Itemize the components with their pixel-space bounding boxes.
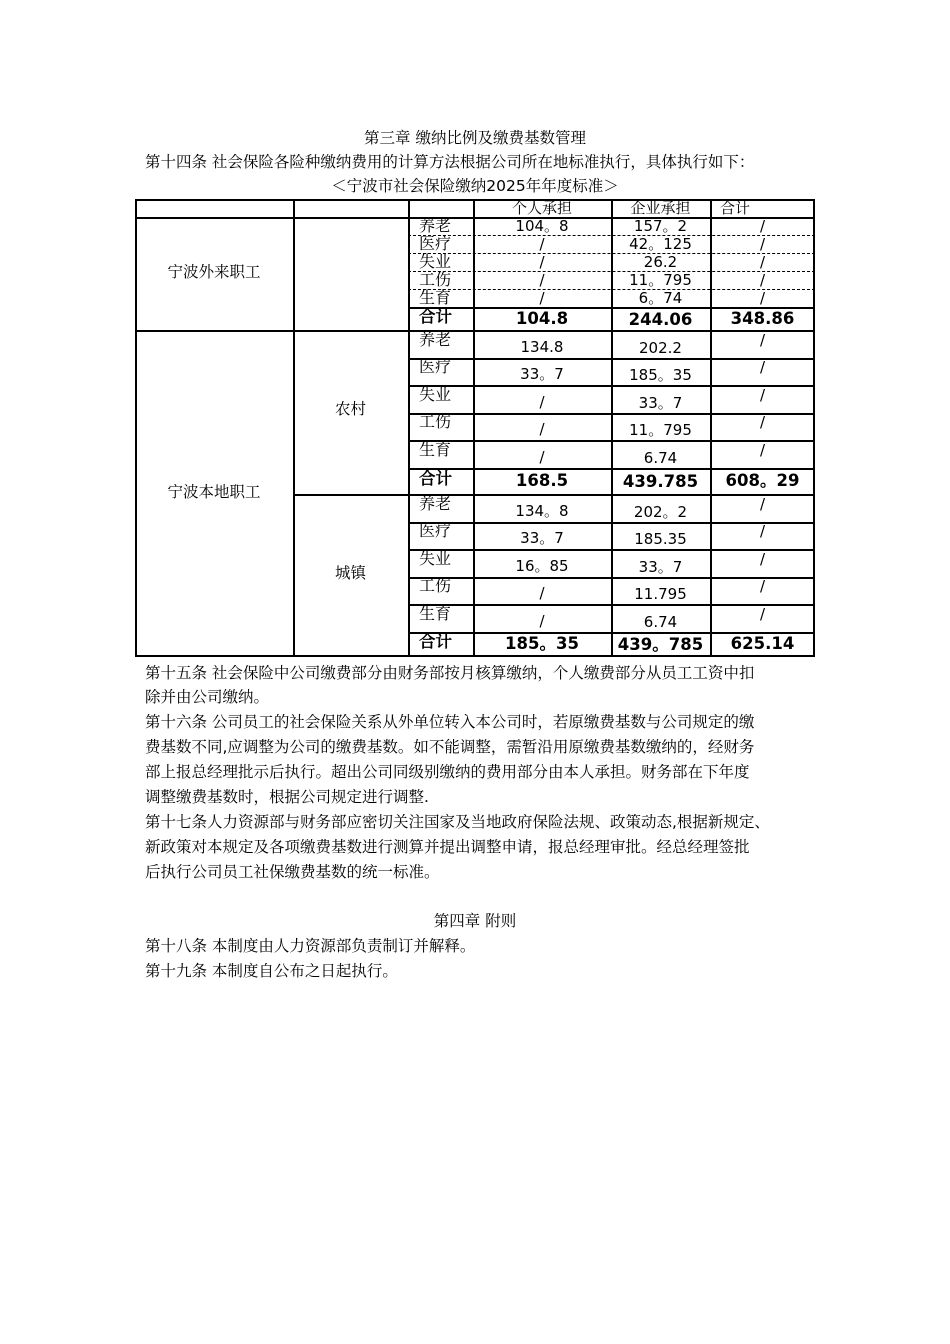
cell-company: 11.795 [634, 585, 687, 604]
sum-company: 439。785 [617, 635, 704, 655]
cell-company: 11。795 [629, 421, 692, 440]
cell-personal: / [539, 235, 545, 253]
group-label: 宁波本地职工 [167, 482, 261, 501]
subgroup-label: 城镇 [334, 563, 366, 582]
chapter-3-title: 第三章 缴纳比例及缴费基数管理 [364, 129, 586, 147]
cell-total: / [759, 271, 766, 289]
cell-total: / [759, 494, 766, 513]
table-title: ＜宁波市社会保险缴纳2025年年度标准＞ [331, 177, 619, 195]
sum-total: 608。29 [725, 470, 800, 490]
article-16-line-4: 调整缴费基数时，根据公司规定进行调整. [145, 788, 429, 806]
row-item-name: 养老 [419, 493, 452, 513]
sum-divider [408, 468, 815, 470]
cell-company: 11。795 [629, 271, 692, 289]
article-16-line-1: 第十六条 公司员工的社会保险关系从外单位转入本公司时，若原缴费基数与公司规定的缴 [145, 713, 755, 731]
cell-total: / [759, 330, 766, 349]
sum-personal: 185。35 [505, 634, 579, 654]
header-personal: 个人承担 [511, 199, 572, 217]
cell-personal: / [539, 584, 545, 603]
row-item-name: 失业 [419, 252, 452, 271]
row-item-name: 医疗 [419, 357, 452, 377]
cell-total: / [759, 413, 766, 432]
cell-personal: / [539, 420, 545, 439]
row-item-name: 工伤 [419, 412, 452, 432]
cell-company: 6。74 [638, 289, 683, 307]
cell-company: 6.74 [643, 612, 678, 631]
cell-total: / [759, 577, 766, 596]
cell-company: 157。2 [633, 217, 688, 235]
cell-total: / [759, 289, 766, 307]
cell-personal: / [539, 289, 545, 307]
article-17-line-1: 第十七条人力资源部与财务部应密切关注国家及当地政府保险法规、政策动态,根据新规定、 [145, 813, 770, 831]
cell-company: 42。125 [629, 235, 692, 253]
cell-total: / [759, 253, 766, 271]
row-item-name: 养老 [419, 329, 452, 349]
row-item-name: 工伤 [419, 270, 452, 289]
row-item-name: 医疗 [419, 521, 452, 541]
cell-company: 6.74 [643, 448, 678, 467]
cell-company: 33。7 [638, 557, 683, 576]
header-total: 合计 [720, 199, 751, 217]
article-16-line-3: 部上报总经理批示后执行。超出公司同级别缴纳的费用部分由本人承担。财务部在下年度 [145, 763, 750, 781]
sum-total: 625.14 [730, 634, 795, 654]
cell-company: 33。7 [638, 393, 683, 412]
article-17-line-3: 后执行公司员工社保缴费基数的统一标准。 [145, 863, 440, 881]
article-14: 第十四条 社会保险各险种缴纳费用的计算方法根据公司所在地标准执行，具体执行如下： [145, 153, 755, 171]
sum-personal: 104.8 [515, 308, 569, 328]
col-divider-group [293, 199, 295, 657]
group-label: 宁波外来职工 [167, 262, 261, 281]
cell-total: / [759, 440, 766, 459]
cell-personal: 16。85 [515, 556, 569, 575]
row-item-name: 养老 [419, 216, 452, 235]
cell-personal: 104。8 [515, 217, 569, 235]
cell-total: / [759, 604, 766, 623]
row-item-name: 生育 [419, 439, 452, 459]
sum-company: 244.06 [628, 309, 693, 329]
cell-company: 26.2 [643, 253, 678, 271]
col-divider-item [408, 199, 410, 657]
cell-company: 202。2 [633, 502, 688, 521]
sum-label: 合计 [419, 468, 452, 488]
row-item-name: 生育 [419, 603, 452, 623]
sum-label: 合计 [419, 306, 452, 326]
row-item-name: 失业 [419, 548, 452, 568]
chapter-4-title: 第四章 附则 [433, 912, 517, 930]
cell-personal: / [539, 392, 545, 411]
cell-personal: / [539, 253, 545, 271]
cell-personal: / [539, 271, 545, 289]
cell-personal: / [539, 447, 545, 466]
cell-personal: 33。7 [520, 365, 564, 384]
row-item-name: 工伤 [419, 576, 452, 596]
cell-personal: / [539, 611, 545, 630]
subgroup-label: 农村 [334, 400, 366, 418]
cell-total: / [759, 235, 766, 253]
cell-personal: 134。8 [515, 501, 569, 520]
cell-company: 185。35 [629, 366, 692, 385]
article-19: 第十九条 本制度自公布之日起执行。 [145, 962, 398, 980]
cell-total: / [759, 549, 766, 568]
sum-divider [408, 632, 815, 634]
article-18: 第十八条 本制度由人力资源部负责制订并解释。 [145, 937, 476, 955]
row-item-name: 失业 [419, 384, 452, 404]
article-17-line-2: 新政策对本规定及各项缴费基数进行测算并提出调整申请，报总经理审批。经总经理签批 [145, 838, 750, 856]
cell-company: 202.2 [639, 338, 682, 357]
sum-personal: 168.5 [515, 470, 569, 490]
cell-total: / [759, 358, 766, 377]
article-16-line-2: 费基数不同,应调整为公司的缴费基数。如不能调整，需暂沿用原缴费基数缴纳的，经财务 [145, 738, 755, 756]
header-company: 企业承担 [630, 199, 691, 217]
sum-label: 合计 [419, 632, 452, 652]
cell-total: / [759, 217, 766, 235]
sum-company: 439.785 [622, 471, 699, 491]
cell-total: / [759, 385, 766, 404]
article-15-line-2: 除并由公司缴纳。 [145, 688, 270, 706]
cell-personal: 33。7 [520, 529, 564, 548]
cell-total: / [759, 522, 766, 541]
cell-company: 185.35 [634, 530, 687, 549]
cell-personal: 134.8 [520, 337, 564, 356]
article-15-line-1: 第十五条 社会保险中公司缴费部分由财务部按月核算缴纳，个人缴费部分从员工工资中扣 [145, 664, 755, 682]
row-item-name: 医疗 [419, 234, 452, 253]
sum-total: 348.86 [730, 308, 795, 328]
row-item-name: 生育 [419, 288, 452, 307]
